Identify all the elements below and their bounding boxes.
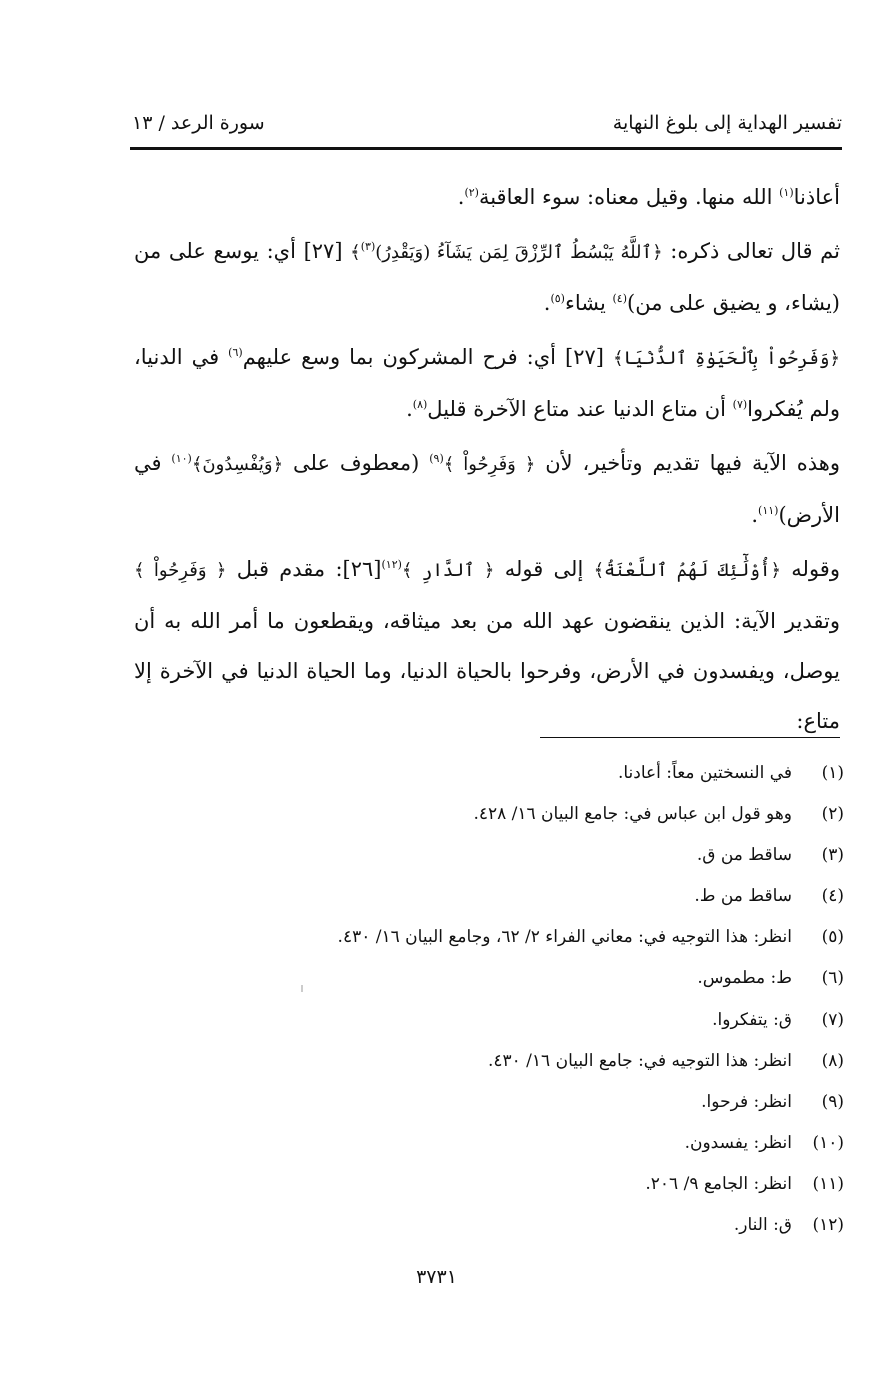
text-run: .	[543, 291, 551, 315]
footnote-number: (١٠)	[812, 1132, 844, 1153]
footnotes-list	[134, 756, 844, 1249]
paragraph	[134, 544, 840, 746]
footnote-ref: (٣)	[360, 240, 376, 253]
footnote-number: (١)	[821, 763, 844, 783]
text-run: [٢٧] أي: فرح المشركون بما وسع عليهم	[242, 345, 613, 369]
footnote-separator	[540, 737, 840, 738]
book-title: تفسير الهداية إلى بلوغ النهاية	[612, 112, 842, 134]
footnote	[134, 838, 844, 879]
footnote-ref: (٥)	[550, 292, 565, 305]
footnote-text: ق: النار.	[733, 1215, 792, 1236]
text-run: وتقدير الآية: الذين ينقضون عهد الله من بعد ميثاقه، ويقطعون ما أمر الله به أن يوصل، ويفسدون في الأرض، وفرحوا بالحياة الدنيا، وما الحياة الدنيا في الآخرة إلا متاع:	[134, 609, 840, 733]
footnote-ref: (٩)	[429, 452, 444, 465]
footnote-text: ط: مطموس.	[697, 968, 792, 989]
text-run: (معطوف على	[283, 451, 430, 475]
footnote-ref: (٦)	[228, 346, 243, 359]
text-run: أعاذنا	[793, 185, 840, 209]
text-run: في الأرض)	[134, 451, 840, 527]
quran-quote: ﴾	[350, 242, 361, 263]
footnote-text: ساقط من ق.	[696, 845, 792, 866]
footnote-text: ق: يتفكروا.	[712, 1009, 792, 1030]
footnote	[134, 1044, 844, 1085]
text-run: .	[457, 185, 465, 209]
footnote	[134, 1167, 844, 1208]
running-header	[132, 108, 842, 144]
footnote-text: انظر: فرحوا.	[701, 1091, 792, 1112]
paragraph	[134, 226, 840, 328]
paragraph	[134, 172, 840, 222]
quran-quote: ﴿ٱللَّهُ يَبْسُطُ ٱلرِّزْقَ لِمَن يَشَآءُ (وَيَقْدِرُ)	[375, 242, 663, 263]
footnote-text: وهو قول ابن عباس في: جامع البيان ١٦/ ٤٢٨.	[473, 804, 792, 825]
footnote-number: (١١)	[812, 1173, 844, 1194]
footnote-number: (٩)	[821, 1091, 844, 1112]
surah-label: سورة الرعد / ١٣	[132, 112, 265, 134]
footnote-text: ساقط من ط.	[694, 886, 792, 907]
footnote-ref: (١١)	[758, 504, 779, 517]
main-text	[134, 172, 840, 750]
quran-quote: ﴿ وَفَرِحُواْ ﴾	[134, 560, 227, 581]
text-run: يشاء	[564, 291, 613, 315]
text-run: [٢٧] أي: يوسع على من (يشاء، و يضيق على من)	[134, 239, 840, 315]
footnote-ref: (١)	[779, 186, 794, 199]
text-run: إلى قوله	[494, 557, 594, 581]
footnote	[134, 1085, 844, 1126]
footnote-number: (٨)	[821, 1050, 844, 1071]
footnote-ref: (٧)	[732, 398, 748, 411]
text-run: أن متاع الدنيا عند متاع الآخرة قليل	[427, 397, 733, 421]
text-run: [٢٦]: مقدم قبل	[226, 557, 382, 581]
text-run: الله منها. وقيل معناه: سوء العاقبة	[478, 185, 780, 209]
quran-quote: ﴿أُوْلَٰٓئِكَ لَهُمُ ٱللَّعْنَةُ﴾	[593, 560, 781, 581]
footnote-ref: (١٢)	[381, 558, 402, 571]
footnote-number: (٧)	[821, 1009, 844, 1030]
footnote-number: (٣)	[821, 845, 844, 866]
text-run: وقوله	[781, 557, 840, 581]
footnote-ref: (١٠)	[171, 452, 192, 465]
text-run: .	[406, 397, 413, 421]
footnote	[134, 920, 844, 961]
footnote-ref: (٢)	[464, 186, 479, 199]
footnote	[134, 1208, 844, 1249]
footnote-text: انظر: يفسدون.	[684, 1132, 792, 1153]
quran-quote: ﴿وَيُفْسِدُونَ﴾	[191, 454, 284, 475]
text-run: وهذه الآية فيها تقديم وتأخير، لأن	[535, 451, 840, 475]
text-run: .	[751, 503, 759, 527]
footnote-number: (٤)	[821, 886, 844, 907]
page-number: ٣٧٣١	[416, 1266, 457, 1288]
footnote-number: (١٢)	[812, 1215, 844, 1236]
footnote-number: (٦)	[821, 968, 844, 989]
scan-speck	[301, 985, 303, 992]
paragraph	[134, 332, 840, 434]
footnote	[134, 879, 844, 920]
quran-quote: ﴿ وَفَرِحُواْ ﴾	[443, 454, 536, 475]
paragraph	[134, 438, 840, 540]
footnote-number: (٥)	[821, 927, 844, 948]
footnote-text: انظر: الجامع ٩/ ٢٠٦.	[645, 1173, 792, 1194]
header-rule	[130, 147, 842, 150]
footnote-ref: (٤)	[612, 292, 628, 305]
quran-quote: ﴿وَفَرِحُواْ بِٱلْحَيَوٰةِ ٱلدُّنْيَا﴾	[612, 348, 840, 369]
footnote-text: انظر: هذا التوجيه في: معاني الفراء ٢/ ٦٢، وجامع البيان ١٦/ ٤٣٠.	[337, 927, 792, 948]
text-run: في الدنيا، ولم يُفكروا	[134, 345, 840, 421]
text-run: ثم قال تعالى ذكره:	[662, 239, 840, 263]
footnote	[134, 756, 844, 797]
footnote-text: انظر: هذا التوجيه في: جامع البيان ١٦/ ٤٣٠.	[487, 1050, 792, 1071]
footnote-number: (٢)	[821, 804, 844, 825]
footnote-text: في النسختين معاً: أعادنا.	[617, 763, 792, 783]
footnote-ref: (٨)	[412, 398, 428, 411]
footnote	[134, 961, 844, 1002]
footnote	[134, 797, 844, 838]
footnote	[134, 1126, 844, 1167]
footnote	[134, 1003, 844, 1044]
quran-quote: ﴿ ٱلدَّارِ ﴾	[401, 560, 495, 581]
